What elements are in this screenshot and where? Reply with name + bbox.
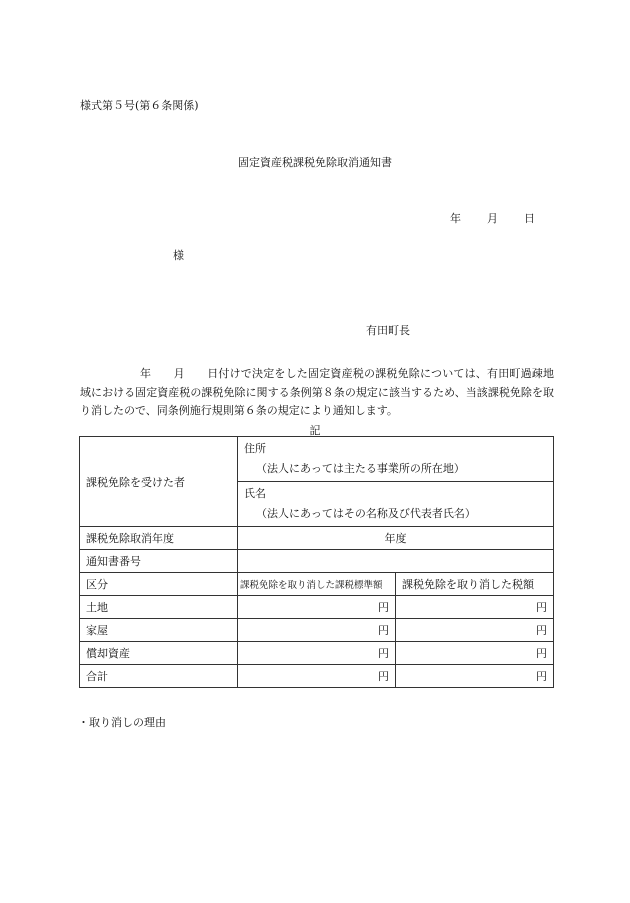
notice-number-value bbox=[238, 550, 554, 573]
row-label: 家屋 bbox=[80, 619, 238, 642]
address-label: 住所 bbox=[244, 442, 266, 455]
row-tax-unit: 円 bbox=[396, 596, 554, 619]
notice-number-label: 通知書番号 bbox=[80, 550, 238, 573]
date-line bbox=[450, 210, 535, 226]
col-base-header: 課税免除を取り消した課税標準額 bbox=[238, 573, 396, 596]
addressee-honorific: 様 bbox=[173, 249, 184, 262]
address-note: （法人にあっては主たる事業所の所在地） bbox=[256, 462, 465, 475]
row-base-unit: 円 bbox=[238, 642, 396, 665]
cancel-year-label: 課税免除取消年度 bbox=[80, 527, 238, 550]
recipient-label: 課税免除を受けた者 bbox=[80, 437, 238, 527]
document-title: 固定資産税課税免除取消通知書 bbox=[238, 156, 392, 169]
table-row bbox=[80, 619, 554, 642]
body-paragraph: 年 月 日付けで決定をした固定資産税の課税免除については、有田町過疎地域における固定資産税の課税免除に関する条例第８条の規定に該当するため、当該課税免除を取り消したので、同条例施行規則第６条の規定により通知します。 bbox=[80, 367, 554, 417]
details-table bbox=[79, 436, 554, 688]
row-label: 合計 bbox=[80, 665, 238, 688]
date-month: 月 bbox=[487, 212, 498, 225]
category-label: 区分 bbox=[80, 573, 238, 596]
row-base-unit: 円 bbox=[238, 596, 396, 619]
table-row bbox=[80, 665, 554, 688]
row-tax-unit: 円 bbox=[396, 665, 554, 688]
issuer-name: 有田町長 bbox=[366, 324, 410, 337]
reason-label: ・取り消しの理由 bbox=[78, 716, 166, 729]
address-cell bbox=[238, 437, 554, 482]
row-base-unit: 円 bbox=[238, 619, 396, 642]
row-tax-unit: 円 bbox=[396, 642, 554, 665]
row-label: 償却資産 bbox=[80, 642, 238, 665]
date-day: 日 bbox=[524, 212, 535, 225]
name-cell bbox=[238, 482, 554, 527]
name-note: （法人にあってはその名称及び代表者氏名） bbox=[256, 507, 476, 520]
note-heading: 記 bbox=[309, 424, 321, 437]
row-tax-unit: 円 bbox=[396, 619, 554, 642]
date-year: 年 bbox=[450, 212, 461, 225]
table-row bbox=[80, 642, 554, 665]
form-number: 様式第５号(第６条関係) bbox=[80, 99, 199, 112]
row-label: 土地 bbox=[80, 596, 238, 619]
cancel-year-value: 年度 bbox=[238, 527, 554, 550]
table-row bbox=[80, 596, 554, 619]
row-base-unit: 円 bbox=[238, 665, 396, 688]
col-tax-header: 課税免除を取り消した税額 bbox=[396, 573, 554, 596]
name-label: 氏名 bbox=[244, 487, 266, 500]
